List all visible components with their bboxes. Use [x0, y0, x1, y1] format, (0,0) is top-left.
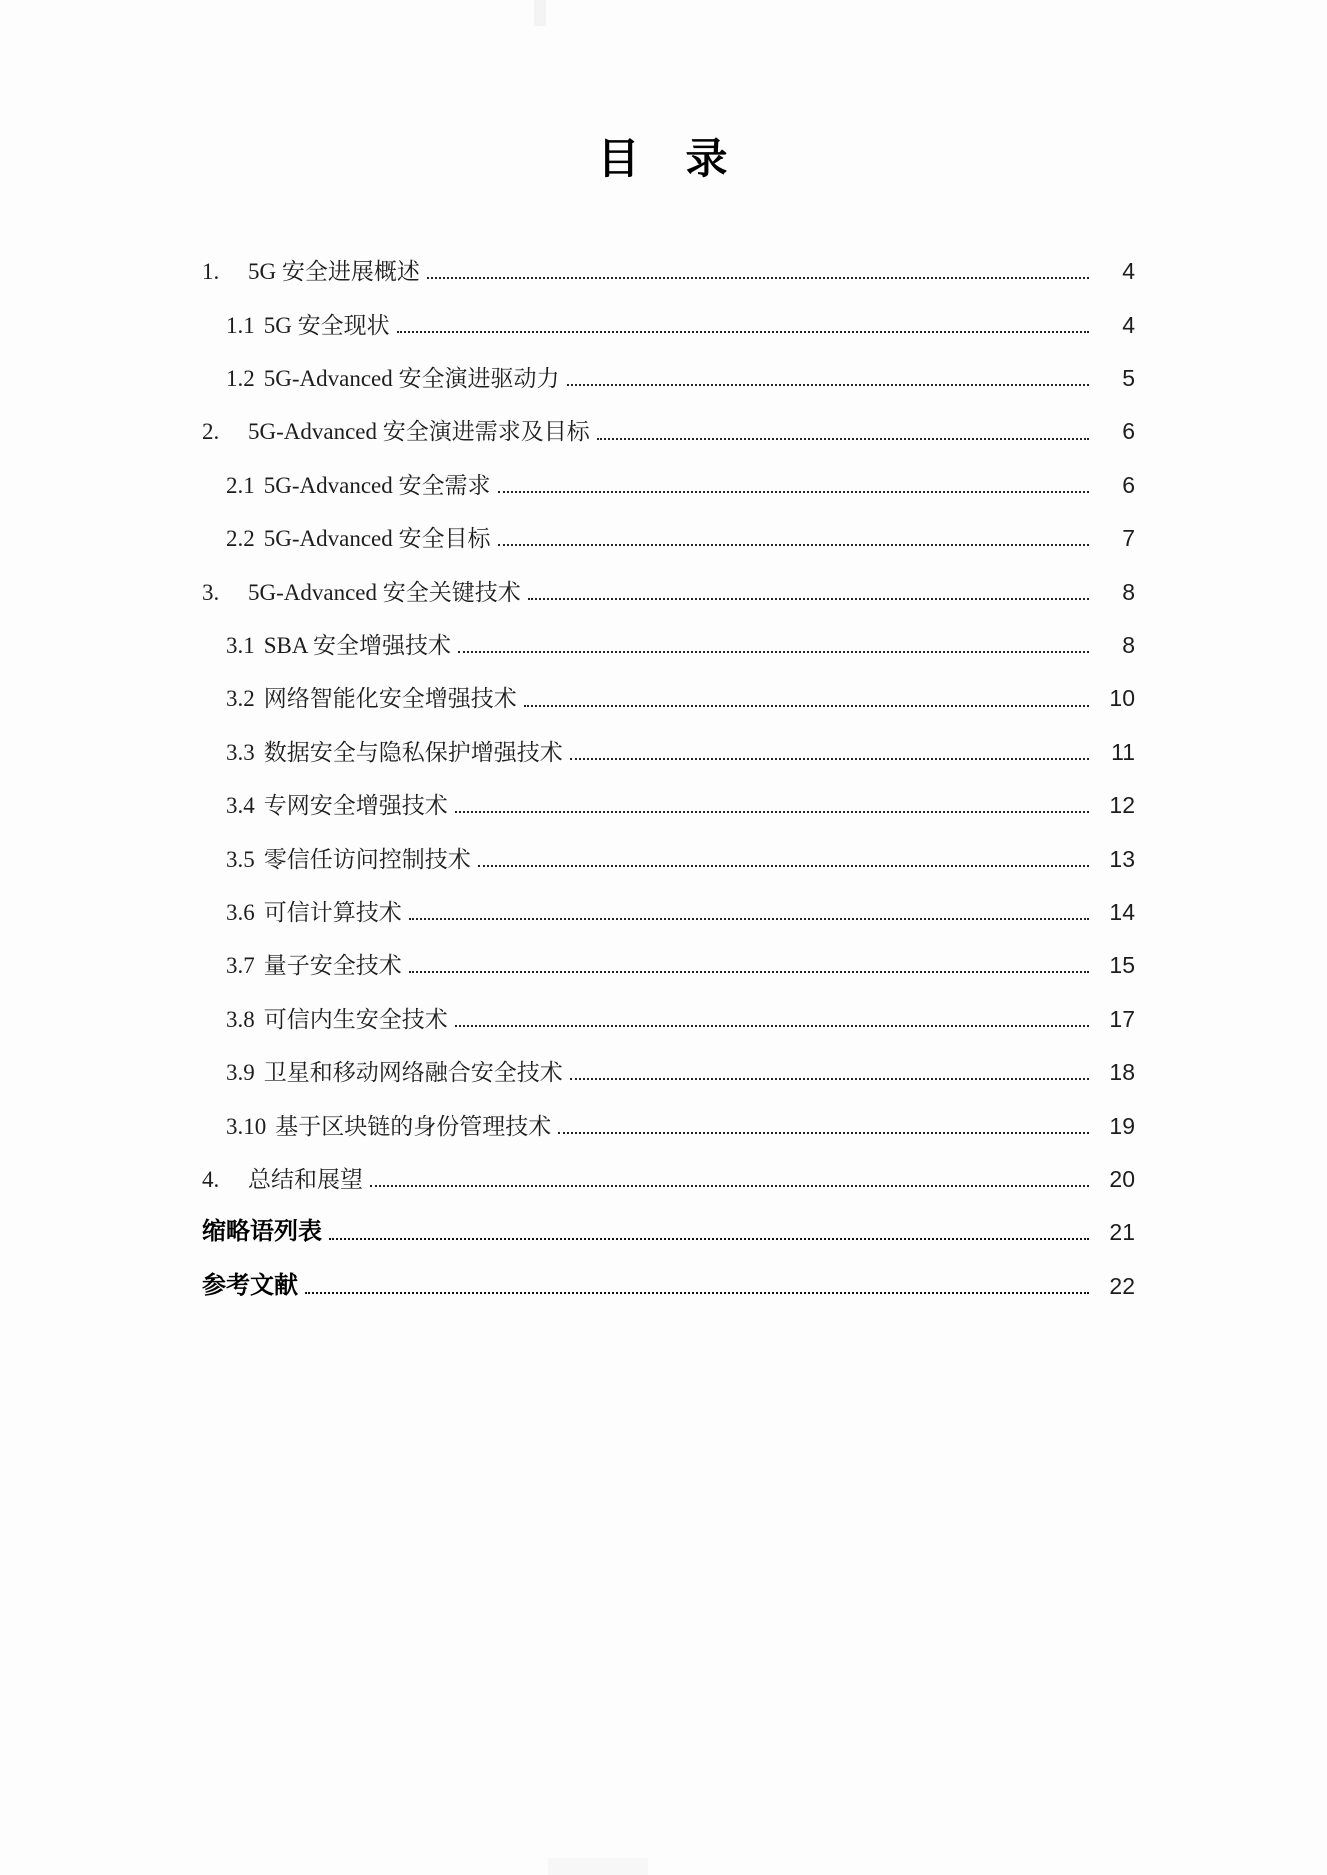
- toc-entry-page: 4: [1122, 258, 1135, 285]
- dotted-leader-icon: [370, 1185, 1089, 1187]
- toc-entry-label: 5G 安全现状: [263, 312, 390, 338]
- toc-entry-number: 1.1: [226, 312, 255, 338]
- toc-entry: [202, 232, 1135, 285]
- dotted-leader-icon: [558, 1132, 1089, 1134]
- toc-entry-page: 6: [1122, 418, 1135, 445]
- toc-entry: [202, 392, 1135, 445]
- dotted-leader-icon: [458, 651, 1089, 653]
- toc-entry-number: 3.2: [226, 686, 255, 712]
- toc-entry-label: 5G-Advanced 安全需求: [263, 472, 491, 498]
- toc-entry-number: 3.7: [226, 953, 255, 979]
- toc-entry: [202, 1033, 1135, 1086]
- dotted-leader-icon: [427, 277, 1089, 279]
- scan-artifact: [534, 0, 546, 26]
- toc-entry: [202, 499, 1135, 552]
- toc-entry: [202, 659, 1135, 712]
- toc-entry-label: 5G-Advanced 安全关键技术: [248, 579, 521, 605]
- toc-entry-label: 专网安全增强技术: [263, 793, 448, 819]
- toc-entry: [202, 552, 1135, 605]
- toc-entry-number: 3.9: [226, 1060, 255, 1086]
- toc-entry-label: 数据安全与隐私保护增强技术: [263, 739, 563, 765]
- toc-entry: [202, 873, 1135, 926]
- dotted-leader-icon: [528, 598, 1089, 600]
- toc-entry-page: 4: [1122, 311, 1135, 338]
- toc-entry-page: 7: [1122, 525, 1135, 552]
- toc-entry-number: 3.8: [226, 1006, 255, 1032]
- dotted-leader-icon: [597, 438, 1089, 440]
- toc-entry-number: 2.1: [226, 472, 255, 498]
- dotted-leader-icon: [570, 1078, 1089, 1080]
- toc-entry-label: 网络智能化安全增强技术: [263, 686, 517, 712]
- toc-entry-page: 8: [1122, 578, 1135, 605]
- dotted-leader-icon: [409, 971, 1089, 973]
- toc-entry-number: 3.10: [226, 1113, 267, 1139]
- dotted-leader-icon: [329, 1238, 1089, 1240]
- toc-entry: [202, 819, 1135, 872]
- toc-entry-number: 4.: [202, 1166, 220, 1192]
- toc-entry-number: 3.1: [226, 633, 255, 658]
- toc-entry-page: 15: [1109, 952, 1135, 979]
- toc-entry-page: 8: [1122, 632, 1135, 658]
- toc-entry: [202, 1140, 1135, 1193]
- toc-entry-label: 量子安全技术: [263, 953, 402, 979]
- toc-entry-page: 19: [1109, 1112, 1135, 1139]
- toc-entry-label: 5G-Advanced 安全演进驱动力: [263, 366, 560, 392]
- dotted-leader-icon: [498, 544, 1089, 546]
- toc-entry: [202, 339, 1135, 392]
- toc-entry-label: 基于区块链的身份管理技术: [275, 1113, 552, 1139]
- toc-entry-number: 3.6: [226, 899, 255, 925]
- toc-entry-page: 12: [1109, 792, 1135, 819]
- toc-entry-label: 总结和展望: [248, 1166, 363, 1192]
- dotted-leader-icon: [478, 865, 1089, 867]
- toc-entry-label: 零信任访问控制技术: [263, 846, 471, 872]
- dotted-leader-icon: [498, 491, 1089, 493]
- toc-entry-label: 5G-Advanced 安全演进需求及目标: [248, 419, 590, 445]
- toc-entry-number: 3.3: [226, 739, 255, 765]
- toc-entry-page: 10: [1109, 685, 1135, 712]
- dotted-leader-icon: [524, 705, 1089, 707]
- dotted-leader-icon: [397, 331, 1089, 333]
- toc-entry-number: 3.5: [226, 846, 255, 872]
- toc-entry-page: 18: [1109, 1059, 1135, 1086]
- dotted-leader-icon: [305, 1292, 1089, 1294]
- toc-entry-label: 卫星和移动网络融合安全技术: [263, 1060, 563, 1086]
- toc-entry: [202, 926, 1135, 979]
- toc-entry-page: 14: [1109, 898, 1135, 925]
- toc-entry-number: 1.2: [226, 366, 255, 392]
- toc-entry: [202, 285, 1135, 338]
- toc-entry-number: 1.: [202, 259, 220, 285]
- toc-entry: [202, 766, 1135, 819]
- toc-entry-label: 参考文献: [202, 1271, 298, 1299]
- toc-entry-page: 20: [1109, 1165, 1135, 1192]
- dotted-leader-icon: [567, 384, 1089, 386]
- toc-entry-label: 5G-Advanced 安全目标: [263, 526, 491, 552]
- toc-entry-page: 21: [1109, 1219, 1135, 1246]
- scan-artifact: [548, 1858, 648, 1875]
- toc-entry-page: 5: [1122, 365, 1135, 392]
- toc-entry: [202, 446, 1135, 499]
- toc-entry: [202, 979, 1135, 1032]
- toc-entry-number: 3.: [202, 579, 220, 605]
- toc-entry-page: 6: [1122, 471, 1135, 498]
- toc-entry-label: 缩略语列表: [202, 1218, 322, 1246]
- toc-title: 目 录: [597, 135, 730, 182]
- dotted-leader-icon: [455, 811, 1089, 813]
- toc-entry: [202, 1193, 1135, 1246]
- toc-entry: [202, 606, 1135, 659]
- toc-entry-number: 3.4: [226, 793, 255, 819]
- toc-entry-number: 2.2: [226, 526, 255, 552]
- toc-entry-label: 5G 安全进展概述: [248, 259, 420, 285]
- toc-entry: [202, 713, 1135, 766]
- toc-list: [202, 232, 1135, 1300]
- toc-entry-page: 11: [1111, 738, 1135, 765]
- toc-entry-label: 可信计算技术: [263, 899, 402, 925]
- toc-entry: [202, 1246, 1135, 1299]
- dotted-leader-icon: [455, 1025, 1089, 1027]
- dotted-leader-icon: [409, 918, 1089, 920]
- toc-entry-page: 22: [1109, 1272, 1135, 1299]
- dotted-leader-icon: [570, 758, 1089, 760]
- toc-entry-number: 2.: [202, 419, 220, 445]
- toc-entry-label: SBA 安全增强技术: [263, 633, 451, 658]
- toc-entry: [202, 1086, 1135, 1139]
- toc-entry-label: 可信内生安全技术: [263, 1006, 448, 1032]
- toc-entry-page: 17: [1109, 1005, 1135, 1032]
- toc-entry-page: 13: [1109, 845, 1135, 872]
